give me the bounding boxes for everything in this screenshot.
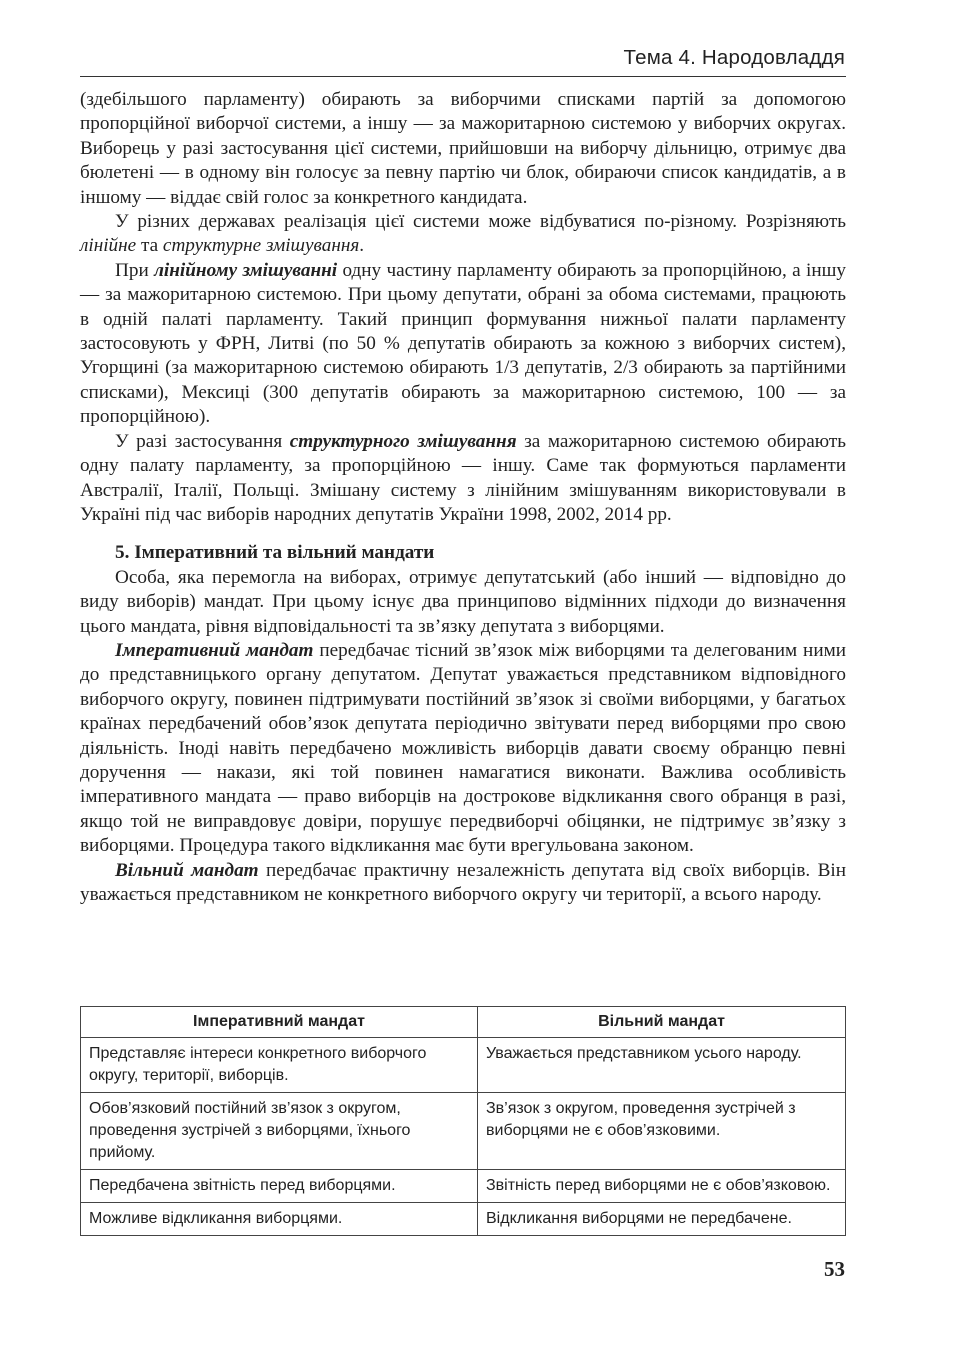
table-cell: Уважається представником усього народу. xyxy=(478,1038,846,1093)
term-italic: структурне змішування xyxy=(162,235,360,257)
term-bold-italic: Імперативний мандат xyxy=(115,639,314,661)
table-cell: Представляє інтереси конкретного виборчого округу, території, виборців. xyxy=(81,1038,478,1093)
table-cell: Зв’язок з округом, проведення зустрічей з виборцями не є обов’язковими. xyxy=(478,1093,846,1170)
paragraph xyxy=(80,430,846,528)
paragraph-text: за мажоритарною системою обирають одну палату парламенту, за пропорційною — іншу. Саме так формуються парламенти Австралії, Італії, Польщі. Змішану систему з лінійним змішуванням використовували в Україні під час виборів народних депутатів України 1998, 2002, 2014 рр. xyxy=(80,430,847,525)
running-header-title: Тема 4. Народовладдя xyxy=(623,46,845,69)
paragraph xyxy=(80,859,846,908)
paragraph: (здебільшого парламенту) обирають за виборчими списками партій за допомогою пропорційної виборчої системи, а іншу — за мажоритарною системою у виборчих округах. Виборець у разі застосування цієї системи, прийшовши на виборчу дільницю, отримує два бюлетені — в одному він голосує за певну партію чи блок, обираючи список кандидатів, а в іншому — віддає свій голос за конкретного кандидата. xyxy=(80,89,846,208)
term-bold-italic: Вільний мандат xyxy=(115,859,259,881)
table-header-row xyxy=(81,1007,846,1038)
paragraph-text: У різних державах реалізація цієї системи може відбуватися по-різному. Розрізняють xyxy=(115,211,846,233)
table-cell: Обов’язковий постійний зв’язок з округом, проведення зустрічей з виборцями, їхнього прийому. xyxy=(81,1093,478,1170)
table-header-cell: Імперативний мандат xyxy=(81,1007,478,1038)
table-row xyxy=(81,1203,846,1236)
page-body xyxy=(80,88,846,907)
page-number: 53 xyxy=(824,1257,845,1281)
table-row xyxy=(81,1093,846,1170)
term-italic: лінійне xyxy=(80,235,137,257)
paragraph-text: При xyxy=(115,259,155,281)
paragraph xyxy=(80,259,846,430)
paragraph-text: передбачає тісний зв’язок між виборцями та делегованим ними до представницького органу депутатом. Депутат уважається представником відповідного виборчого округу, повинен підтримувати постійний зв’язок зі своїми виборцями, у багатьох країнах передбачений обов’язок депутата періодично звітувати перед виборцями про свою діяльність. Іноді навіть передбачено можливість виборців давати своєму обранцю певні доручення — накази, які той повинен намагатися виконати. Важлива особливість імперативного мандата — право виборців на дострокове відкликання свого обранця в разі, якщо той не виправдовує довіри, порушує передвиборчі обіцянки, не підтримує зв’язку з виборцями. Процедура такого відкликання має бути врегульована законом. xyxy=(80,639,846,857)
paragraph-text: одну частину парламенту обирають за пропорційною, а іншу — за мажоритарною системою. При цьому депутати, обрані за обома системами, працюють в одній палаті парламенту. Такий принцип формування нижньої палати парламенту застосовують у ФРН, Литві (по 50 % депутатів обирають за кожною з виборчих систем), Угорщині (за мажоритарною системою обирають 1/3 депутатів, 2/3 обирають за партійними списками), Мексиці (300 депутатів обирають за мажоритарною системою, 100 — за пропорційною). xyxy=(80,259,846,428)
paragraph-text: . xyxy=(359,235,365,257)
table-cell: Звітність перед виборцями не є обов’язковою. xyxy=(478,1170,846,1203)
paragraph-text: та xyxy=(136,235,163,257)
header-rule xyxy=(80,76,846,77)
comparison-table xyxy=(80,1006,846,1236)
paragraph: Особа, яка перемогла на виборах, отримує депутатський (або інший — відповідно до виду виборів) мандат. При цьому існує два принципово відмінних підходи до визначення цього мандата, рівня відповідальності та зв’язку депутата з виборцями. xyxy=(80,566,846,637)
term-bold-italic: структурного змішування xyxy=(289,430,517,452)
paragraph xyxy=(80,639,846,859)
paragraph-text: передбачає практичну незалежність депутата від своїх виборців. Він уважається представником не конкретного виборчого округу чи території, а всього народу. xyxy=(80,859,847,905)
paragraph xyxy=(80,210,846,259)
term-bold-italic: лінійному змішуванні xyxy=(154,259,338,281)
table-cell: Можливе відкликання виборцями. xyxy=(81,1203,478,1236)
section-heading: 5. Імперативний та вільний мандати xyxy=(115,542,435,564)
table-cell: Відкликання виборцями не передбачене. xyxy=(478,1203,846,1236)
table-row xyxy=(81,1170,846,1203)
table-row xyxy=(81,1038,846,1093)
paragraph-text: У разі застосування xyxy=(115,430,290,452)
table-cell: Передбачена звітність перед виборцями. xyxy=(81,1170,478,1203)
table-header-cell: Вільний мандат xyxy=(478,1007,846,1038)
